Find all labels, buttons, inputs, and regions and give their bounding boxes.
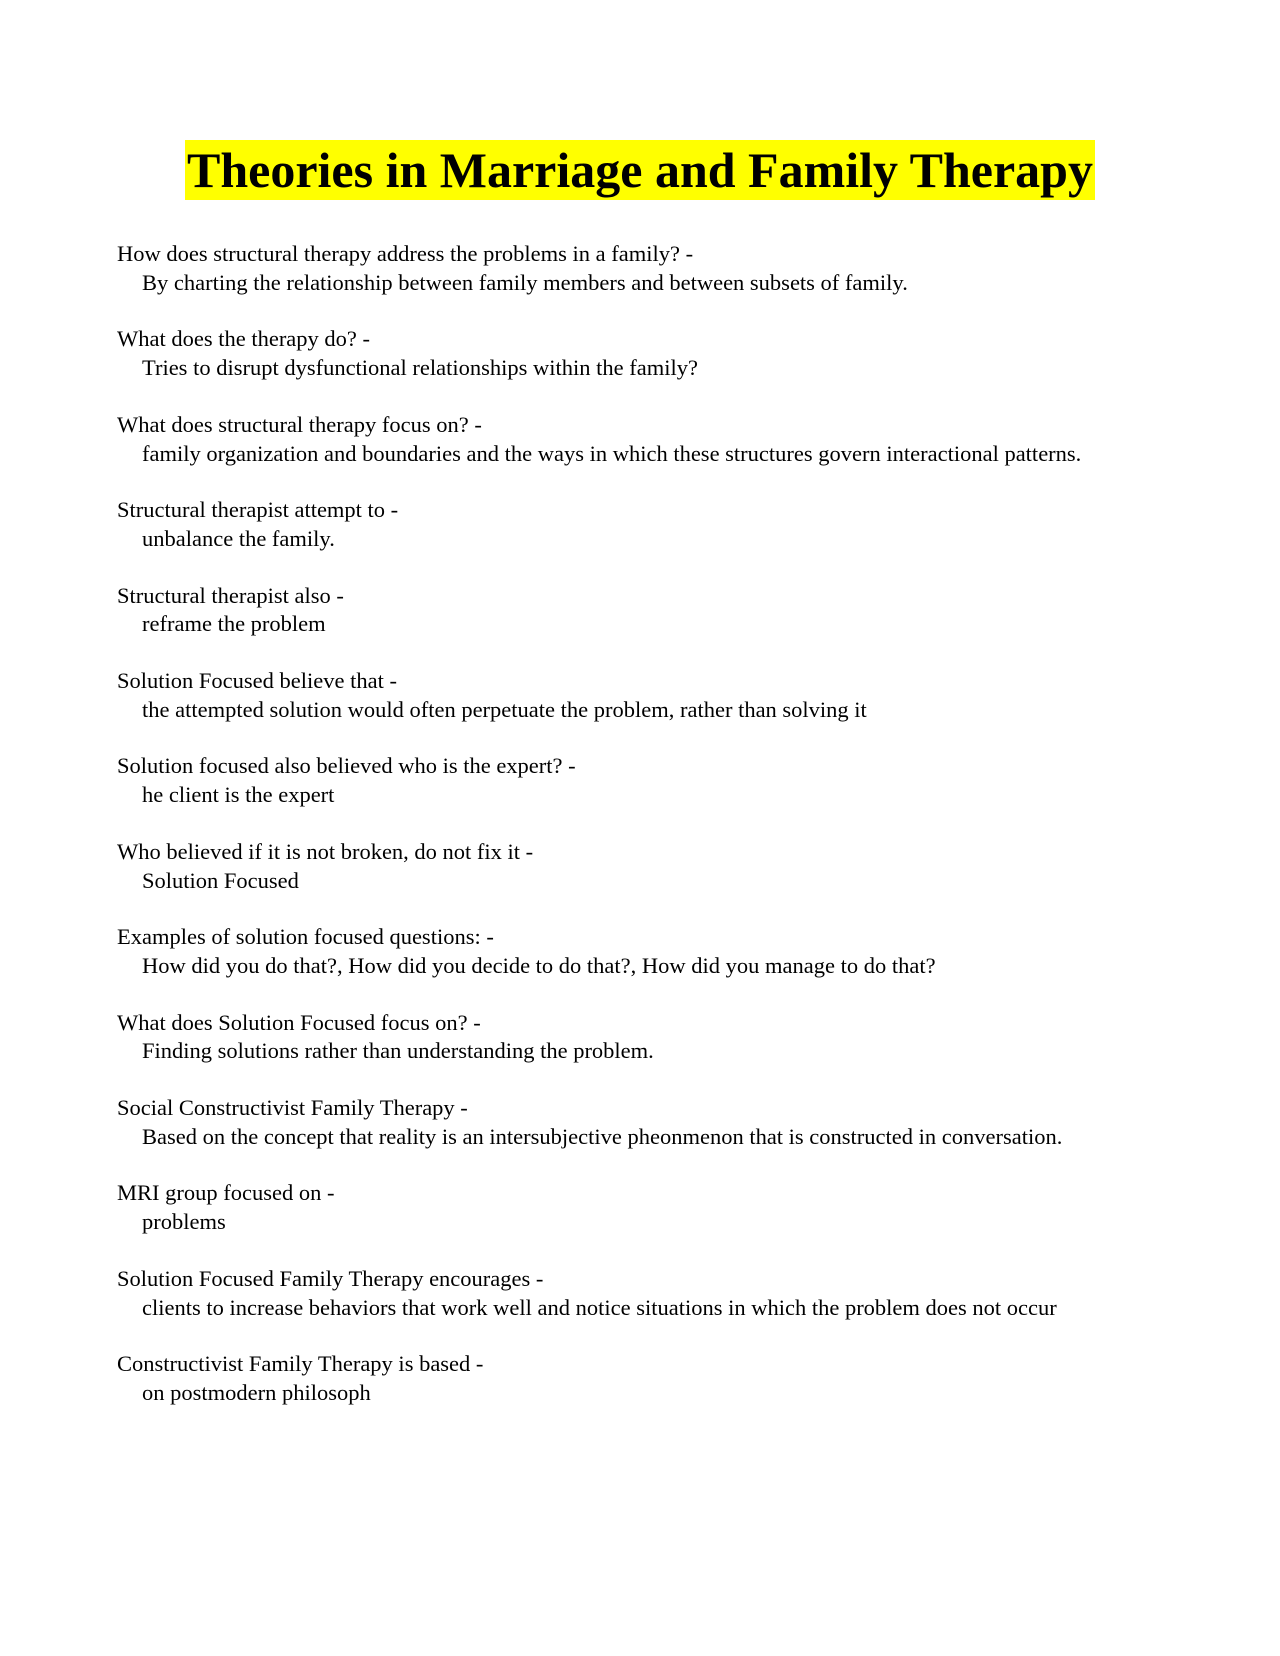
flashcard [117, 496, 1117, 553]
flashcard [117, 240, 1117, 297]
flashcard-answer: reframe the problem [142, 611, 326, 637]
flashcard [117, 1094, 1117, 1151]
flashcard [117, 1350, 1117, 1407]
flashcard [117, 838, 1117, 895]
flashcard [117, 923, 1117, 980]
flashcard [117, 582, 1117, 639]
flashcard-answer: Based on the concept that reality is an intersubjective pheonmenon that is constructed in conversation. [142, 1123, 1063, 1149]
flashcard-question: What does Solution Focused focus on? - [117, 1009, 481, 1035]
flashcard-question: Solution focused also believed who is the expert? - [117, 753, 576, 779]
flashcard-question: Structural therapist also - [117, 582, 344, 608]
flashcard-answer: Tries to disrupt dysfunctional relationships within the family? [142, 355, 698, 381]
flashcard-question: Social Constructivist Family Therapy - [117, 1095, 468, 1121]
flashcard-answer: Finding solutions rather than understanding the problem. [142, 1038, 654, 1064]
flashcard-question: Solution Focused believe that - [117, 668, 397, 694]
flashcard-question: Examples of solution focused questions: - [117, 924, 494, 950]
flashcard-question: What does the therapy do? - [117, 326, 371, 352]
flashcard-list [117, 240, 1117, 1436]
document-title: Theories in Marriage and Family Therapy [187, 142, 1093, 198]
flashcard-question: Structural therapist attempt to - [117, 497, 399, 523]
title-container [0, 140, 1280, 200]
flashcard-question: Constructivist Family Therapy is based - [117, 1351, 484, 1377]
flashcard-answer: he client is the expert [142, 782, 335, 808]
flashcard-answer: Solution Focused [142, 867, 299, 893]
flashcard-answer: clients to increase behaviors that work well and notice situations in which the problem does not occur [142, 1294, 1057, 1320]
flashcard-question: What does structural therapy focus on? - [117, 411, 482, 437]
flashcard-question: Solution Focused Family Therapy encourages - [117, 1265, 544, 1291]
flashcard-answer: problems [142, 1209, 226, 1235]
flashcard-question: Who believed if it is not broken, do not fix it - [117, 838, 534, 864]
flashcard-answer: How did you do that?, How did you decide to do that?, How did you manage to do that? [142, 952, 936, 978]
flashcard [117, 1265, 1117, 1322]
flashcard [117, 752, 1117, 809]
flashcard-question: How does structural therapy address the problems in a family? - [117, 241, 694, 266]
flashcard [117, 1179, 1117, 1236]
flashcard-answer: family organization and boundaries and the ways in which these structures govern interactional patterns. [142, 440, 1082, 466]
flashcard [117, 325, 1117, 382]
flashcard-answer: the attempted solution would often perpetuate the problem, rather than solving it [142, 696, 867, 722]
flashcard [117, 411, 1117, 468]
flashcard-answer: unbalance the family. [142, 525, 335, 551]
flashcard-question: MRI group focused on - [117, 1180, 335, 1206]
flashcard [117, 667, 1117, 724]
flashcard [117, 1009, 1117, 1066]
flashcard-answer: on postmodern philosoph [142, 1379, 371, 1405]
flashcard-answer: By charting the relationship between family members and between subsets of family. [142, 269, 908, 295]
